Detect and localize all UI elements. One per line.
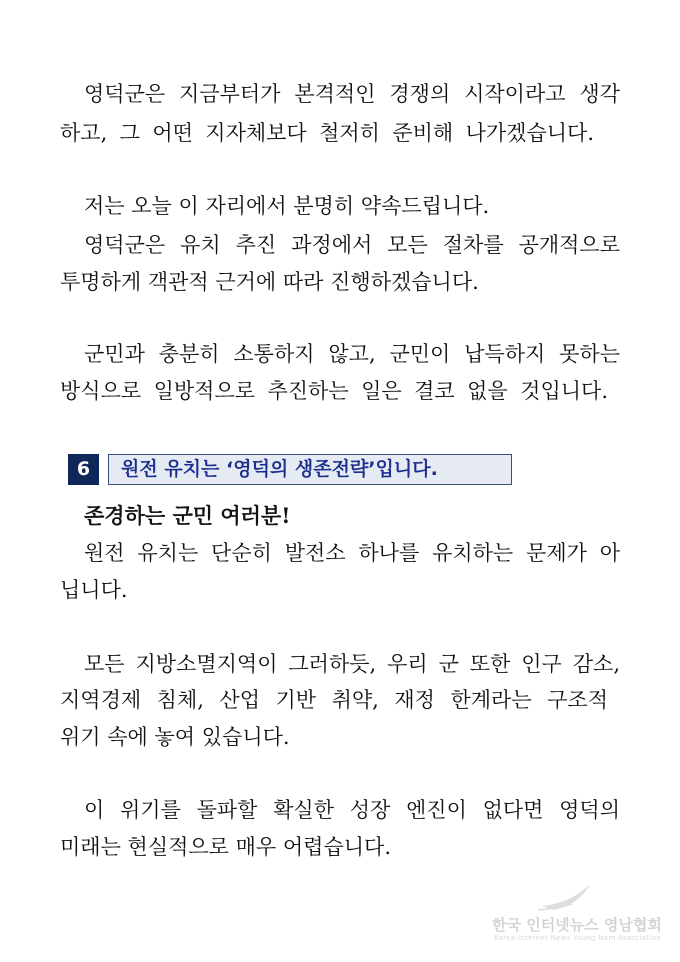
watermark-text: 한국 인터넷뉴스 영남협회 bbox=[492, 916, 662, 934]
text-line: 투명하게 객관적 근거에 따라 진행하겠습니다. bbox=[60, 270, 479, 294]
text-line: 모든 지방소멸지역이 그러하듯, 우리 군 또한 인구 감소, bbox=[84, 652, 620, 676]
section-number: 6 bbox=[68, 454, 99, 485]
text-line: 원전 유치는 단순히 발전소 하나를 유치하는 문제가 아 bbox=[84, 541, 620, 565]
text-line: 하고, 그 어떤 지자체보다 철저히 준비해 나가겠습니다. bbox=[60, 121, 594, 145]
salutation: 존경하는 군민 여러분! bbox=[84, 503, 291, 528]
text-line: 영덕군은 유치 추진 과정에서 모든 절차를 공개적으로 bbox=[84, 233, 620, 257]
text-line: 닙니다. bbox=[60, 578, 128, 602]
text-line: 영덕군은 지금부터가 본격적인 경쟁의 시작이라고 생각 bbox=[84, 82, 620, 106]
section-title: 원전 유치는 ‘영덕의 생존전략’입니다. bbox=[108, 454, 512, 485]
text-line: 이 위기를 돌파할 확실한 성장 엔진이 없다면 영덕의 bbox=[84, 798, 620, 822]
text-line: 지역경제 침체, 산업 기반 취약, 재정 한계라는 구조적 bbox=[60, 688, 608, 712]
text-line: 저는 오늘 이 자리에서 분명히 약속드립니다. bbox=[84, 194, 490, 218]
watermark-subtext: Korea Internet News Young Nam Association bbox=[494, 934, 662, 942]
quill-logo-icon bbox=[532, 880, 612, 914]
text-line: 미래는 현실적으로 매우 어렵습니다. bbox=[60, 835, 391, 859]
text-line: 위기 속에 놓여 있습니다. bbox=[60, 725, 290, 749]
text-line: 방식으로 일방적으로 추진하는 일은 결코 없을 것입니다. bbox=[60, 379, 608, 403]
watermark bbox=[492, 880, 672, 950]
text-line: 군민과 충분히 소통하지 않고, 군민이 납득하지 못하는 bbox=[84, 342, 620, 366]
